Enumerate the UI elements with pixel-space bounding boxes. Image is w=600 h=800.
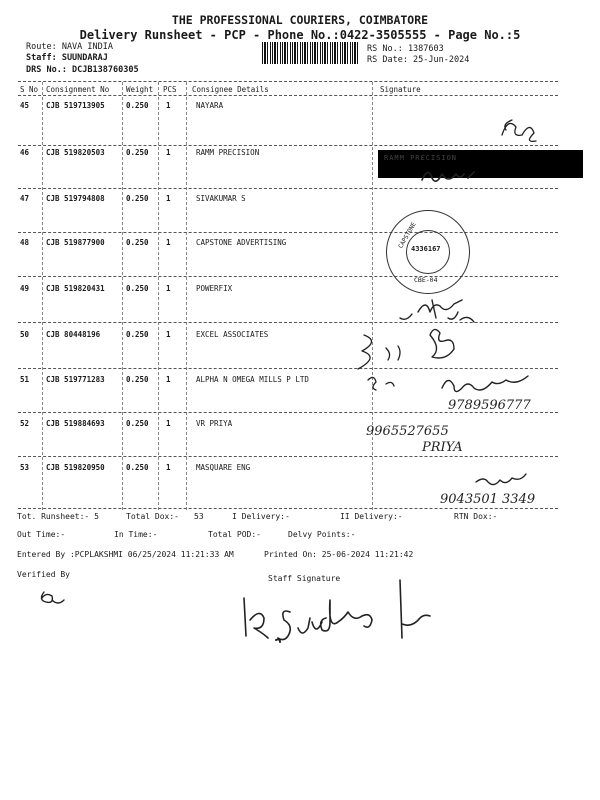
handwritten-phone: 9789596777 bbox=[448, 398, 531, 413]
row-sno: 51 bbox=[20, 375, 30, 384]
row-consignee: RAMM PRECISION bbox=[196, 148, 260, 157]
company-title: THE PROFESSIONAL COURIERS, COIMBATORE bbox=[171, 13, 429, 27]
route-label: Route: NAVA INDIA bbox=[26, 42, 113, 52]
col-header-weight: Weight bbox=[126, 85, 154, 94]
handwritten-phone: 9965527655 bbox=[366, 424, 449, 439]
handwritten-phone: 9043501 3349 bbox=[440, 492, 536, 507]
rs-date: RS Date: 25-Jun-2024 bbox=[367, 55, 470, 65]
row-consignment: CJB 519771283 bbox=[46, 375, 105, 384]
row-sno: 53 bbox=[20, 463, 30, 472]
row-pcs: 1 bbox=[166, 238, 171, 247]
row-pcs: 1 bbox=[166, 419, 171, 428]
row-consignment: CJB 80448196 bbox=[46, 330, 101, 339]
runsheet-subtitle: Delivery Runsheet - PCP - Phone No.:0422-3505555 - Page No.:5 bbox=[79, 28, 521, 42]
row-consignee: POWERFIX bbox=[196, 284, 233, 293]
rtn-dox: RTN Dox:- bbox=[454, 512, 498, 521]
col-header-signature: Signature bbox=[380, 85, 421, 94]
staff-label: Staff: SUUNDARAJ bbox=[26, 53, 108, 63]
drs-number: DRS No.: DCJB138760305 bbox=[26, 65, 139, 75]
row-pcs: 1 bbox=[166, 101, 171, 110]
row-pcs: 1 bbox=[166, 194, 171, 203]
verified-by: Verified By bbox=[17, 570, 70, 579]
ii-delivery: II Delivery:- bbox=[340, 512, 403, 521]
col-header-consignee: Consignee Details bbox=[192, 85, 269, 94]
entered-by: Entered By :PCPLAKSHMI 06/25/2024 11:21:33 AM bbox=[17, 550, 234, 559]
row-consignment: CJB 519820503 bbox=[46, 148, 105, 157]
col-header-sno: S No bbox=[20, 85, 39, 94]
row-consignee: SIVAKUMAR S bbox=[196, 194, 246, 203]
row-sno: 50 bbox=[20, 330, 30, 339]
row-pcs: 1 bbox=[166, 330, 171, 339]
staff-signature-label: Staff Signature bbox=[268, 574, 341, 583]
in-time: In Time:- bbox=[114, 530, 158, 539]
row-weight: 0.250 bbox=[126, 419, 149, 428]
total-dox-value: 53 bbox=[194, 512, 204, 521]
row-consignee: CAPSTONE ADVERTISING bbox=[196, 238, 287, 247]
row-pcs: 1 bbox=[166, 463, 171, 472]
col-header-pcs: PCS bbox=[163, 85, 177, 94]
row-consignment: CJB 519820950 bbox=[46, 463, 105, 472]
out-time: Out Time:- bbox=[17, 530, 66, 539]
row-consignment: CJB 519877900 bbox=[46, 238, 105, 247]
total-dox-label: Total Dox:- bbox=[126, 512, 179, 521]
row-weight: 0.250 bbox=[126, 101, 149, 110]
row-weight: 0.250 bbox=[126, 330, 149, 339]
tot-runsheet: Tot. Runsheet:- 5 bbox=[17, 512, 99, 521]
row-consignee: EXCEL ASSOCIATES bbox=[196, 330, 269, 339]
row-weight: 0.250 bbox=[126, 463, 149, 472]
delvy-points: Delvy Points:- bbox=[288, 530, 356, 539]
row-sno: 45 bbox=[20, 101, 30, 110]
row-sno: 52 bbox=[20, 419, 30, 428]
rect-stamp-text: RAMM PRECISION bbox=[384, 154, 458, 162]
seal-bottom-text: CBE-04 bbox=[414, 276, 438, 284]
row-weight: 0.250 bbox=[126, 194, 149, 203]
row-sno: 48 bbox=[20, 238, 30, 247]
row-consignment: CJB 519884693 bbox=[46, 419, 105, 428]
row-weight: 0.250 bbox=[126, 238, 149, 247]
row-weight: 0.250 bbox=[126, 375, 149, 384]
total-pod: Total POD:- bbox=[208, 530, 261, 539]
row-consignment: CJB 519794808 bbox=[46, 194, 105, 203]
seal-ring-text: CAPSTONE bbox=[397, 221, 418, 250]
handwritten-name: PRIYA bbox=[422, 440, 463, 455]
row-consignee: MASQUARE ENG bbox=[196, 463, 251, 472]
row-consignment: CJB 519713905 bbox=[46, 101, 105, 110]
row-consignee: NAYARA bbox=[196, 101, 224, 110]
printed-on: Printed On: 25-06-2024 11:21:42 bbox=[264, 550, 414, 559]
row-consignment: CJB 519820431 bbox=[46, 284, 105, 293]
seal-number: 4336167 bbox=[411, 245, 441, 253]
i-delivery: I Delivery:- bbox=[232, 512, 290, 521]
col-header-consignment: Consignment No bbox=[46, 85, 110, 94]
row-consignee: VR PRIYA bbox=[196, 419, 233, 428]
row-sno: 49 bbox=[20, 284, 30, 293]
row-consignee: ALPHA N OMEGA MILLS P LTD bbox=[196, 375, 309, 384]
row-sno: 46 bbox=[20, 148, 30, 157]
rs-number: RS No.: 1387603 bbox=[367, 44, 444, 54]
row-weight: 0.250 bbox=[126, 148, 149, 157]
row-pcs: 1 bbox=[166, 148, 171, 157]
row-sno: 47 bbox=[20, 194, 30, 203]
row-weight: 0.250 bbox=[126, 284, 149, 293]
row-pcs: 1 bbox=[166, 375, 171, 384]
row-pcs: 1 bbox=[166, 284, 171, 293]
